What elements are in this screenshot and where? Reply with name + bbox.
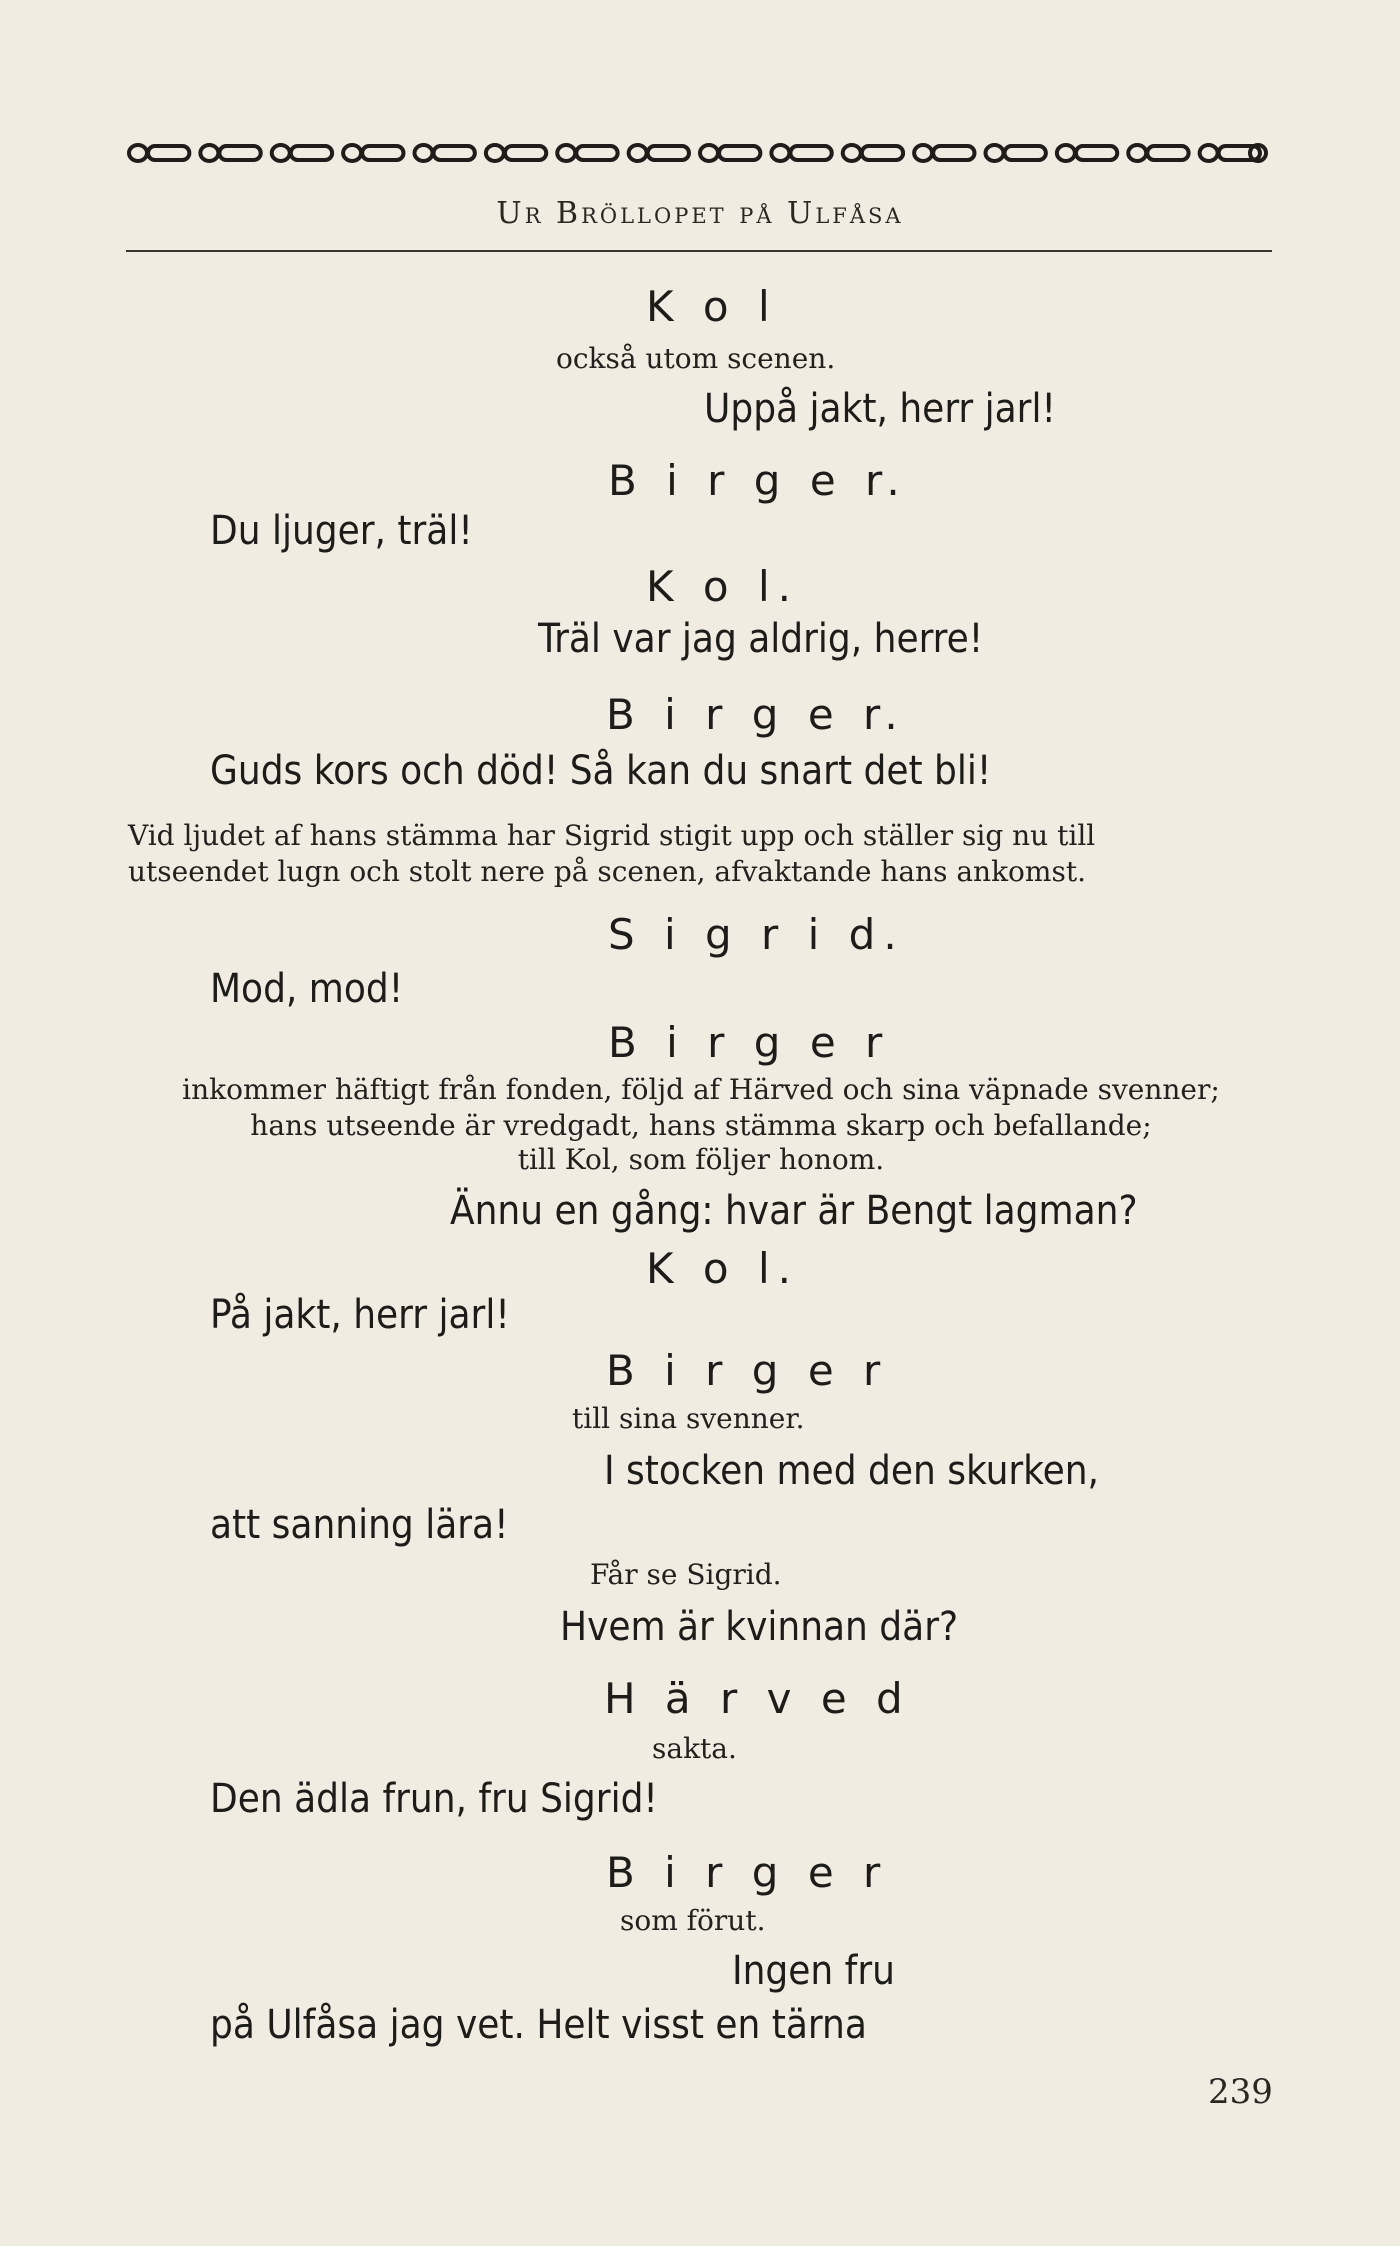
chain-link (648, 146, 689, 160)
speaker-name: B i r g e r. (606, 690, 906, 739)
verse-line: På jakt, herr jarl! (210, 1292, 510, 1338)
chain-ring (200, 145, 218, 161)
verse-line: på Ulfåsa jag vet. Helt visst en tärna (210, 2002, 867, 2048)
verse-line: Du ljuger, träl! (210, 508, 473, 554)
speaker-name: B i r g e r (606, 1346, 889, 1395)
chain-link (790, 146, 831, 160)
chain-ring (914, 145, 932, 161)
stage-direction: Vid ljudet af hans stämma har Sigrid stigit upp och ställer sig nu till (128, 819, 1096, 852)
chain-ring (343, 145, 361, 161)
chain-ring (129, 145, 147, 161)
verse-line: Guds kors och död! Så kan du snart det bli! (210, 748, 992, 794)
stage-direction: Får se Sigrid. (590, 1558, 782, 1591)
speaker-name: B i r g e r (606, 1848, 889, 1897)
chain-link (862, 146, 903, 160)
stage-direction: också utom scenen. (556, 342, 836, 375)
stage-direction: inkommer häftigt från fonden, följd af Härved och sina väpnade svenner; (182, 1073, 1220, 1106)
chain-link (434, 146, 475, 160)
chain-link (1147, 146, 1188, 160)
verse-line: att sanning lära! (210, 1502, 509, 1548)
chain-link (1005, 146, 1046, 160)
speaker-name: K o l. (646, 562, 799, 611)
chain-ring (486, 145, 504, 161)
stage-direction: till Kol, som följer honom. (517, 1143, 885, 1176)
chain-link (291, 146, 332, 160)
speaker-name: B i r g e r. (608, 456, 908, 505)
chain-ring (700, 145, 718, 161)
verse-line: Hvem är kvinnan där? (560, 1604, 959, 1650)
chain-ring (771, 145, 789, 161)
chain-link (1076, 146, 1117, 160)
chain-ring (1057, 145, 1075, 161)
chain-link (505, 146, 546, 160)
chain-ring (843, 145, 861, 161)
verse-line: I stocken med den skurken, (604, 1448, 1099, 1494)
decorative-chain-border (126, 140, 1268, 166)
header-divider (126, 250, 1272, 252)
chain-ring (629, 145, 647, 161)
chain-ring (557, 145, 575, 161)
stage-direction: utseendet lugn och stolt nere på scenen, afvaktande hans ankomst. (128, 855, 1086, 888)
speaker-name: S i g r i d. (608, 910, 905, 959)
page-number: 239 (1208, 2072, 1273, 2112)
stage-direction: som förut. (620, 1904, 766, 1937)
speaker-name: K o l (646, 282, 778, 331)
chain-ring (1128, 145, 1146, 161)
stage-direction: hans utseende är vredgadt, hans stämma skarp och befallande; (250, 1109, 1152, 1142)
chain-link (719, 146, 760, 160)
speaker-name: H ä r v e d (604, 1674, 911, 1723)
chain-link (148, 146, 189, 160)
speaker-name: K o l. (646, 1244, 799, 1293)
stage-direction: till sina svenner. (572, 1402, 805, 1435)
chain-link (219, 146, 260, 160)
stage-direction: sakta. (652, 1732, 737, 1765)
chain-link (576, 146, 617, 160)
running-header: Ur Bröllopet på Ulfåsa (496, 196, 904, 231)
verse-line: Den ädla frun, fru Sigrid! (210, 1776, 658, 1822)
verse-line: Träl var jag aldrig, herre! (538, 616, 984, 662)
verse-line: Ingen fru (732, 1948, 895, 1994)
verse-line: Mod, mod! (210, 966, 404, 1012)
verse-line: Ännu en gång: hvar är Bengt lagman? (450, 1188, 1138, 1234)
chain-ring (1200, 145, 1218, 161)
chain-link (362, 146, 403, 160)
chain-ring (272, 145, 290, 161)
verse-line: Uppå jakt, herr jarl! (704, 386, 1056, 432)
chain-link (933, 146, 974, 160)
speaker-name: B i r g e r (608, 1018, 891, 1067)
chain-ring (415, 145, 433, 161)
chain-ring (986, 145, 1004, 161)
